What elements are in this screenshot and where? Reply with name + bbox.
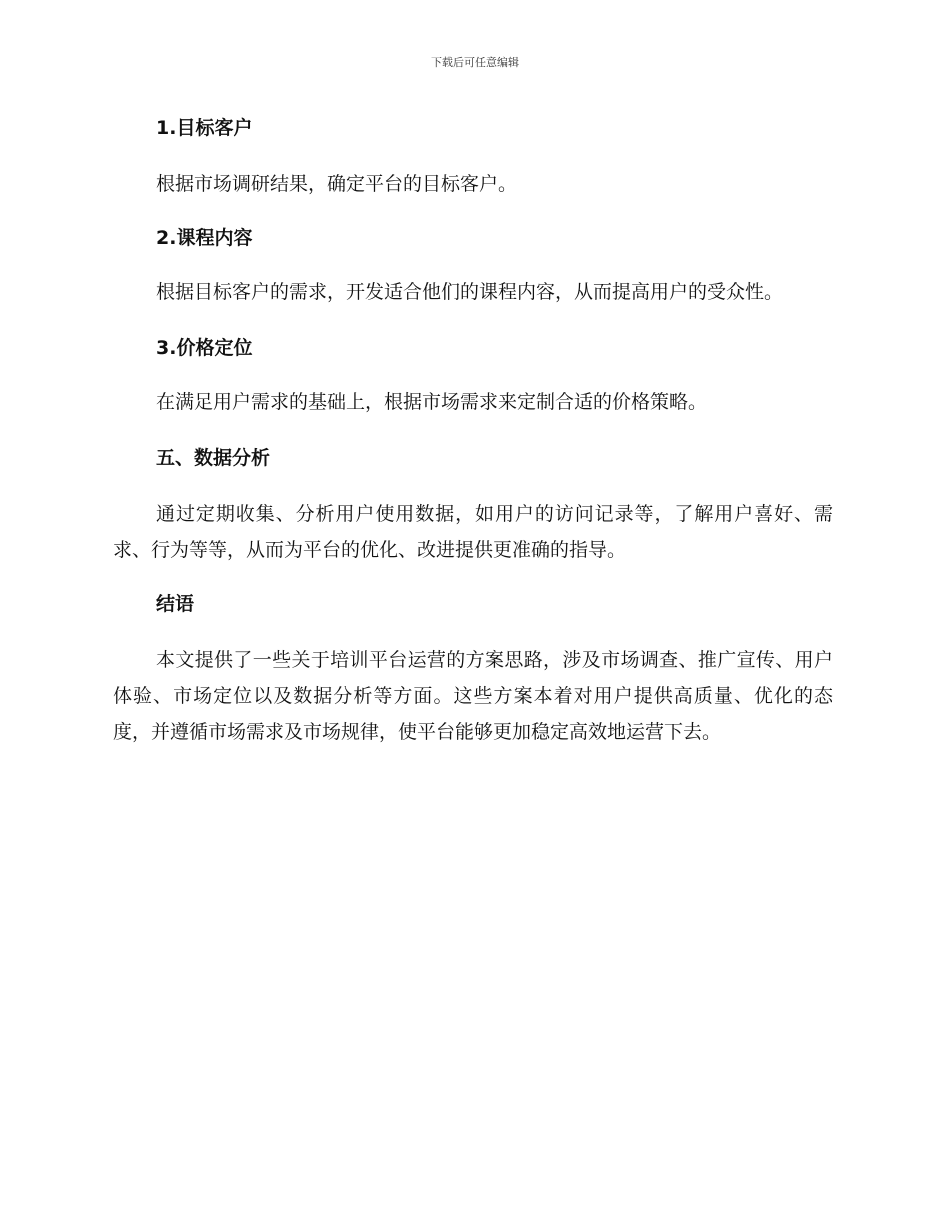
section-paragraph-data-analysis: 通过定期收集、分析用户使用数据，如用户的访问记录等，了解用户喜好、需求、行为等等，从而为平台的优化、改进提供更准确的指导。 xyxy=(113,503,833,561)
section-paragraph-target-customers: 根据市场调研结果，确定平台的目标客户。 xyxy=(156,173,518,195)
document-body xyxy=(113,108,833,750)
section-heading-course-content: 2.课程内容 xyxy=(156,227,253,249)
section-heading-price-positioning: 3.价格定位 xyxy=(156,337,253,359)
section-paragraph-price-positioning: 在满足用户需求的基础上，根据市场需求来定制合适的价格策略。 xyxy=(156,391,708,413)
section-paragraph-conclusion: 本文提供了一些关于培训平台运营的方案思路，涉及市场调查、推广宣传、用户体验、市场定位以及数据分析等方面。这些方案本着对用户提供高质量、优化的态度，并遵循市场需求及市场规律，使平台能够更加稳定高效地运营下去。 xyxy=(113,649,833,743)
section-heading-target-customers: 1.目标客户 xyxy=(156,117,253,139)
page-header: 下载后可任意编辑 xyxy=(431,56,519,69)
section-heading-data-analysis: 五、数据分析 xyxy=(156,447,271,469)
section-paragraph-course-content: 根据目标客户的需求，开发适合他们的课程内容，从而提高用户的受众性。 xyxy=(156,281,784,303)
section-heading-conclusion: 结语 xyxy=(156,593,195,615)
